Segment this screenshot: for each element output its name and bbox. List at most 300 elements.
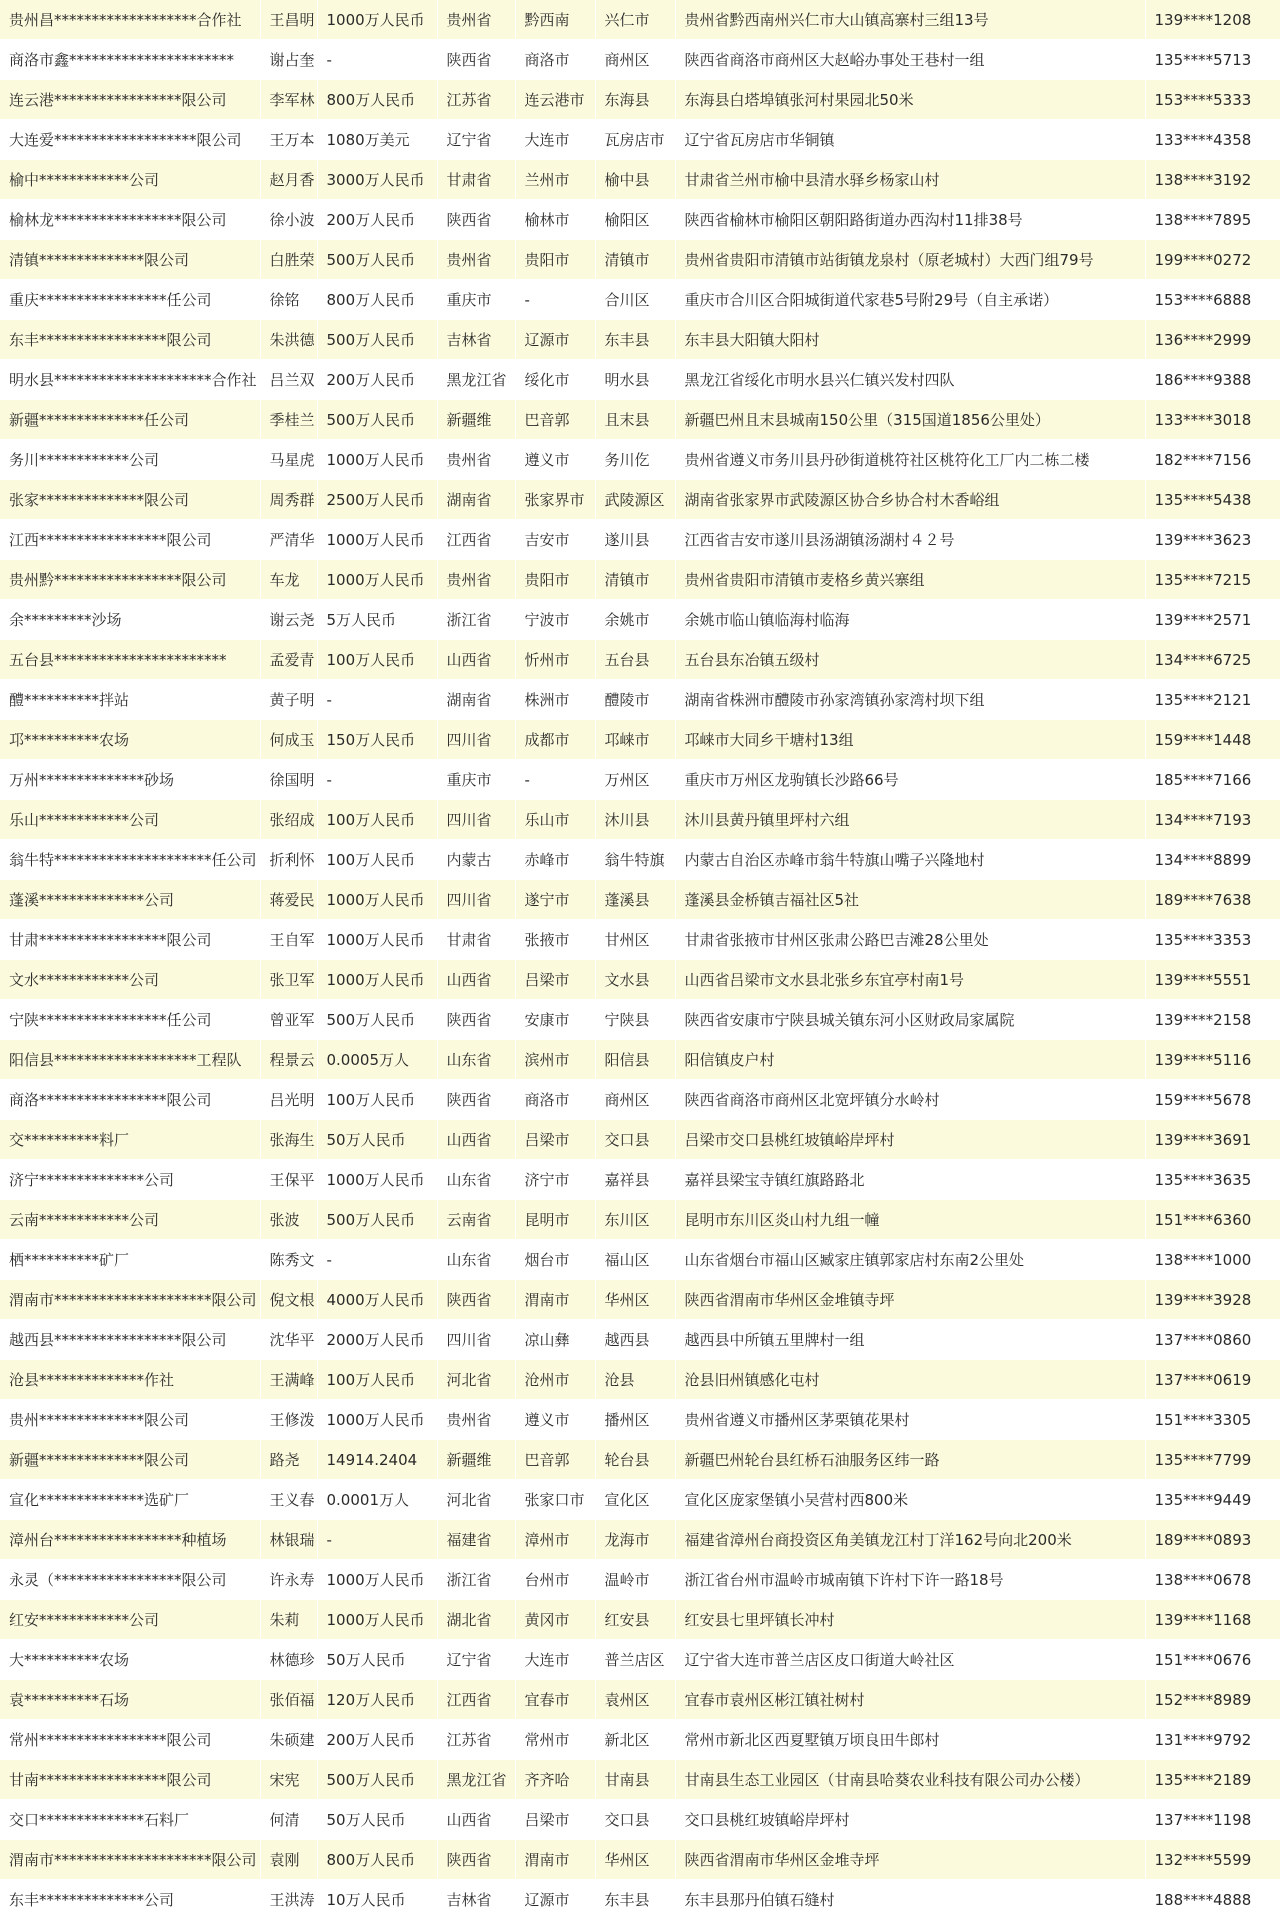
table-row bbox=[0, 1360, 1280, 1400]
city-cell: 台州市 bbox=[515, 1560, 595, 1600]
province-cell: 重庆市 bbox=[437, 280, 515, 320]
address-cell: 山西省吕梁市文水县北张乡东宜亭村南1号 bbox=[675, 960, 1145, 1000]
phone-cell: 139****5116 bbox=[1145, 1040, 1280, 1080]
district-cell: 遂川县 bbox=[595, 520, 675, 560]
province-cell: 四川省 bbox=[437, 800, 515, 840]
company-name-cell: 沧县**************作社 bbox=[0, 1360, 260, 1400]
district-cell: 翁牛特旗 bbox=[595, 840, 675, 880]
city-cell: 商洛市 bbox=[515, 1080, 595, 1120]
city-cell: 沧州市 bbox=[515, 1360, 595, 1400]
province-cell: 新疆维 bbox=[437, 400, 515, 440]
province-cell: 吉林省 bbox=[437, 1880, 515, 1920]
city-cell: - bbox=[515, 760, 595, 800]
address-cell: 宜春市袁州区彬江镇社树村 bbox=[675, 1680, 1145, 1720]
company-name-cell: 栖**********矿厂 bbox=[0, 1240, 260, 1280]
province-cell: 内蒙古 bbox=[437, 840, 515, 880]
table-row bbox=[0, 240, 1280, 280]
registered-capital-cell: 1000万人民币 bbox=[317, 880, 437, 920]
phone-cell: 189****0893 bbox=[1145, 1520, 1280, 1560]
legal-person-cell: 吕光明 bbox=[260, 1080, 317, 1120]
district-cell: 五台县 bbox=[595, 640, 675, 680]
company-name-cell: 甘南*****************限公司 bbox=[0, 1760, 260, 1800]
district-cell: 阳信县 bbox=[595, 1040, 675, 1080]
table-row bbox=[0, 1240, 1280, 1280]
address-cell: 福建省漳州台商投资区角美镇龙江村丁洋162号向北200米 bbox=[675, 1520, 1145, 1560]
address-cell: 湖南省张家界市武陵源区协合乡协合村木香峪组 bbox=[675, 480, 1145, 520]
address-cell: 五台县东冶镇五级村 bbox=[675, 640, 1145, 680]
table-row bbox=[0, 1440, 1280, 1480]
phone-cell: 153****6888 bbox=[1145, 280, 1280, 320]
district-cell: 榆阳区 bbox=[595, 200, 675, 240]
district-cell: 温岭市 bbox=[595, 1560, 675, 1600]
company-name-cell: 翁牛特*********************任公司 bbox=[0, 840, 260, 880]
phone-cell: 135****2121 bbox=[1145, 680, 1280, 720]
province-cell: 贵州省 bbox=[437, 0, 515, 40]
address-cell: 吕梁市交口县桃红坡镇峪岸坪村 bbox=[675, 1120, 1145, 1160]
city-cell: 成都市 bbox=[515, 720, 595, 760]
province-cell: 四川省 bbox=[437, 720, 515, 760]
city-cell: 齐齐哈 bbox=[515, 1760, 595, 1800]
district-cell: 文水县 bbox=[595, 960, 675, 1000]
table-row bbox=[0, 640, 1280, 680]
district-cell: 嘉祥县 bbox=[595, 1160, 675, 1200]
company-name-cell: 宣化**************选矿厂 bbox=[0, 1480, 260, 1520]
phone-cell: 186****9388 bbox=[1145, 360, 1280, 400]
city-cell: 凉山彝 bbox=[515, 1320, 595, 1360]
legal-person-cell: 朱洪德 bbox=[260, 320, 317, 360]
province-cell: 山西省 bbox=[437, 960, 515, 1000]
table-row bbox=[0, 1000, 1280, 1040]
table-row bbox=[0, 80, 1280, 120]
address-cell: 浙江省台州市温岭市城南镇下许村下许一路18号 bbox=[675, 1560, 1145, 1600]
table-row bbox=[0, 1520, 1280, 1560]
phone-cell: 137****1198 bbox=[1145, 1800, 1280, 1840]
district-cell: 播州区 bbox=[595, 1400, 675, 1440]
registered-capital-cell: - bbox=[317, 1520, 437, 1560]
address-cell: 甘南县生态工业园区（甘南县哈葵农业科技有限公司办公楼） bbox=[675, 1760, 1145, 1800]
phone-cell: 133****3018 bbox=[1145, 400, 1280, 440]
district-cell: 明水县 bbox=[595, 360, 675, 400]
city-cell: 遵义市 bbox=[515, 440, 595, 480]
phone-cell: 132****5599 bbox=[1145, 1840, 1280, 1880]
address-cell: 陕西省渭南市华州区金堆寺坪 bbox=[675, 1840, 1145, 1880]
table-row bbox=[0, 600, 1280, 640]
company-name-cell: 连云港*****************限公司 bbox=[0, 80, 260, 120]
registered-capital-cell: 800万人民币 bbox=[317, 280, 437, 320]
province-cell: 陕西省 bbox=[437, 40, 515, 80]
legal-person-cell: 严清华 bbox=[260, 520, 317, 560]
legal-person-cell: 沈华平 bbox=[260, 1320, 317, 1360]
city-cell: 昆明市 bbox=[515, 1200, 595, 1240]
table-row bbox=[0, 1600, 1280, 1640]
table-row bbox=[0, 1280, 1280, 1320]
registered-capital-cell: 500万人民币 bbox=[317, 400, 437, 440]
address-cell: 嘉祥县梁宝寺镇红旗路路北 bbox=[675, 1160, 1145, 1200]
district-cell: 甘南县 bbox=[595, 1760, 675, 1800]
province-cell: 山东省 bbox=[437, 1240, 515, 1280]
address-cell: 甘肃省兰州市榆中县清水驿乡杨家山村 bbox=[675, 160, 1145, 200]
phone-cell: 136****2999 bbox=[1145, 320, 1280, 360]
registered-capital-cell: 100万人民币 bbox=[317, 640, 437, 680]
address-cell: 沧县旧州镇感化屯村 bbox=[675, 1360, 1145, 1400]
district-cell: 东丰县 bbox=[595, 320, 675, 360]
registered-capital-cell: 50万人民币 bbox=[317, 1800, 437, 1840]
district-cell: 东丰县 bbox=[595, 1880, 675, 1920]
legal-person-cell: 谢云尧 bbox=[260, 600, 317, 640]
address-cell: 辽宁省大连市普兰店区皮口街道大岭社区 bbox=[675, 1640, 1145, 1680]
table-row bbox=[0, 560, 1280, 600]
registered-capital-cell: 5万人民币 bbox=[317, 600, 437, 640]
province-cell: 陕西省 bbox=[437, 1280, 515, 1320]
district-cell: 合川区 bbox=[595, 280, 675, 320]
legal-person-cell: 张佰福 bbox=[260, 1680, 317, 1720]
legal-person-cell: 陈秀文 bbox=[260, 1240, 317, 1280]
legal-person-cell: 张波 bbox=[260, 1200, 317, 1240]
legal-person-cell: 徐小波 bbox=[260, 200, 317, 240]
city-cell: 常州市 bbox=[515, 1720, 595, 1760]
registered-capital-cell: 1000万人民币 bbox=[317, 920, 437, 960]
table-row bbox=[0, 1760, 1280, 1800]
table-row bbox=[0, 1680, 1280, 1720]
company-name-cell: 清镇**************限公司 bbox=[0, 240, 260, 280]
table-row bbox=[0, 1840, 1280, 1880]
district-cell: 商州区 bbox=[595, 1080, 675, 1120]
province-cell: 甘肃省 bbox=[437, 160, 515, 200]
table-row bbox=[0, 40, 1280, 80]
district-cell: 越西县 bbox=[595, 1320, 675, 1360]
address-cell: 交口县桃红坡镇峪岸坪村 bbox=[675, 1800, 1145, 1840]
province-cell: 浙江省 bbox=[437, 600, 515, 640]
company-name-cell: 余*********沙场 bbox=[0, 600, 260, 640]
company-name-cell: 渭南市*********************限公司 bbox=[0, 1840, 260, 1880]
company-name-cell: 贵州昌*******************合作社 bbox=[0, 0, 260, 40]
company-name-cell: 万州**************砂场 bbox=[0, 760, 260, 800]
registered-capital-cell: 14914.2404 bbox=[317, 1440, 437, 1480]
district-cell: 沐川县 bbox=[595, 800, 675, 840]
phone-cell: 135****3635 bbox=[1145, 1160, 1280, 1200]
city-cell: 巴音郭 bbox=[515, 400, 595, 440]
district-cell: 邛崃市 bbox=[595, 720, 675, 760]
district-cell: 武陵源区 bbox=[595, 480, 675, 520]
legal-person-cell: 折利怀 bbox=[260, 840, 317, 880]
company-name-cell: 务川************公司 bbox=[0, 440, 260, 480]
legal-person-cell: 王万本 bbox=[260, 120, 317, 160]
table-row bbox=[0, 760, 1280, 800]
address-cell: 余姚市临山镇临海村临海 bbox=[675, 600, 1145, 640]
province-cell: 黑龙江省 bbox=[437, 1760, 515, 1800]
address-cell: 东丰县那丹伯镇石缝村 bbox=[675, 1880, 1145, 1920]
company-name-cell: 常州*****************限公司 bbox=[0, 1720, 260, 1760]
phone-cell: 134****8899 bbox=[1145, 840, 1280, 880]
phone-cell: 153****5333 bbox=[1145, 80, 1280, 120]
phone-cell: 139****2571 bbox=[1145, 600, 1280, 640]
table-row bbox=[0, 200, 1280, 240]
province-cell: 湖北省 bbox=[437, 1600, 515, 1640]
table-row bbox=[0, 1880, 1280, 1920]
province-cell: 新疆维 bbox=[437, 1440, 515, 1480]
registered-capital-cell: 1000万人民币 bbox=[317, 0, 437, 40]
city-cell: 绥化市 bbox=[515, 360, 595, 400]
address-cell: 贵州省黔西南州兴仁市大山镇高寨村三组13号 bbox=[675, 0, 1145, 40]
company-name-cell: 渭南市*********************限公司 bbox=[0, 1280, 260, 1320]
company-name-cell: 宁陕*****************任公司 bbox=[0, 1000, 260, 1040]
province-cell: 山东省 bbox=[437, 1160, 515, 1200]
registered-capital-cell: 1000万人民币 bbox=[317, 1160, 437, 1200]
company-name-cell: 云南************公司 bbox=[0, 1200, 260, 1240]
legal-person-cell: 路尧 bbox=[260, 1440, 317, 1480]
registered-capital-cell: 500万人民币 bbox=[317, 1000, 437, 1040]
phone-cell: 188****4888 bbox=[1145, 1880, 1280, 1920]
table-row bbox=[0, 840, 1280, 880]
legal-person-cell: 王保平 bbox=[260, 1160, 317, 1200]
phone-cell: 134****7193 bbox=[1145, 800, 1280, 840]
phone-cell: 135****5438 bbox=[1145, 480, 1280, 520]
registered-capital-cell: 800万人民币 bbox=[317, 80, 437, 120]
address-cell: 陕西省商洛市商州区北宽坪镇分水岭村 bbox=[675, 1080, 1145, 1120]
legal-person-cell: 黄子明 bbox=[260, 680, 317, 720]
registered-capital-cell: 4000万人民币 bbox=[317, 1280, 437, 1320]
city-cell: 辽源市 bbox=[515, 1880, 595, 1920]
phone-cell: 151****0676 bbox=[1145, 1640, 1280, 1680]
district-cell: 榆中县 bbox=[595, 160, 675, 200]
legal-person-cell: 徐国明 bbox=[260, 760, 317, 800]
company-name-cell: 榆中************公司 bbox=[0, 160, 260, 200]
company-name-cell: 乐山************公司 bbox=[0, 800, 260, 840]
company-name-cell: 大**********农场 bbox=[0, 1640, 260, 1680]
table-row bbox=[0, 960, 1280, 1000]
province-cell: 山东省 bbox=[437, 1040, 515, 1080]
table-row bbox=[0, 520, 1280, 560]
company-name-cell: 张家**************限公司 bbox=[0, 480, 260, 520]
city-cell: 吕梁市 bbox=[515, 1800, 595, 1840]
registered-capital-cell: 1080万美元 bbox=[317, 120, 437, 160]
legal-person-cell: 张绍成 bbox=[260, 800, 317, 840]
province-cell: 陕西省 bbox=[437, 200, 515, 240]
district-cell: 普兰店区 bbox=[595, 1640, 675, 1680]
city-cell: 张家界市 bbox=[515, 480, 595, 520]
company-name-cell: 交**********料厂 bbox=[0, 1120, 260, 1160]
province-cell: 辽宁省 bbox=[437, 1640, 515, 1680]
province-cell: 山西省 bbox=[437, 640, 515, 680]
address-cell: 越西县中所镇五里牌村一组 bbox=[675, 1320, 1145, 1360]
province-cell: 湖南省 bbox=[437, 480, 515, 520]
phone-cell: 139****1168 bbox=[1145, 1600, 1280, 1640]
table-row bbox=[0, 360, 1280, 400]
legal-person-cell: 蒋爱民 bbox=[260, 880, 317, 920]
legal-person-cell: 张卫军 bbox=[260, 960, 317, 1000]
city-cell: 遵义市 bbox=[515, 1400, 595, 1440]
district-cell: 新北区 bbox=[595, 1720, 675, 1760]
company-name-cell: 商洛*****************限公司 bbox=[0, 1080, 260, 1120]
district-cell: 华州区 bbox=[595, 1840, 675, 1880]
district-cell: 龙海市 bbox=[595, 1520, 675, 1560]
registered-capital-cell: - bbox=[317, 680, 437, 720]
address-cell: 重庆市万州区龙驹镇长沙路66号 bbox=[675, 760, 1145, 800]
legal-person-cell: 李军林 bbox=[260, 80, 317, 120]
registered-capital-cell: 800万人民币 bbox=[317, 1840, 437, 1880]
legal-person-cell: 白胜荣 bbox=[260, 240, 317, 280]
district-cell: 余姚市 bbox=[595, 600, 675, 640]
phone-cell: 138****3192 bbox=[1145, 160, 1280, 200]
legal-person-cell: 林银瑞 bbox=[260, 1520, 317, 1560]
province-cell: 福建省 bbox=[437, 1520, 515, 1560]
table-row bbox=[0, 440, 1280, 480]
legal-person-cell: 车龙 bbox=[260, 560, 317, 600]
address-cell: 蓬溪县金桥镇吉福社区5社 bbox=[675, 880, 1145, 920]
registered-capital-cell: - bbox=[317, 760, 437, 800]
province-cell: 江苏省 bbox=[437, 1720, 515, 1760]
province-cell: 江苏省 bbox=[437, 80, 515, 120]
phone-cell: 138****0678 bbox=[1145, 1560, 1280, 1600]
province-cell: 江西省 bbox=[437, 520, 515, 560]
table-row bbox=[0, 920, 1280, 960]
legal-person-cell: 张海生 bbox=[260, 1120, 317, 1160]
address-cell: 黑龙江省绥化市明水县兴仁镇兴发村四队 bbox=[675, 360, 1145, 400]
province-cell: 四川省 bbox=[437, 1320, 515, 1360]
registered-capital-cell: 50万人民币 bbox=[317, 1120, 437, 1160]
district-cell: 清镇市 bbox=[595, 560, 675, 600]
province-cell: 山西省 bbox=[437, 1120, 515, 1160]
legal-person-cell: 许永寿 bbox=[260, 1560, 317, 1600]
phone-cell: 133****4358 bbox=[1145, 120, 1280, 160]
registered-capital-cell: - bbox=[317, 40, 437, 80]
legal-person-cell: 赵月香 bbox=[260, 160, 317, 200]
province-cell: 河北省 bbox=[437, 1360, 515, 1400]
address-cell: 辽宁省瓦房店市华铜镇 bbox=[675, 120, 1145, 160]
registered-capital-cell: 1000万人民币 bbox=[317, 1400, 437, 1440]
legal-person-cell: 王洪涛 bbox=[260, 1880, 317, 1920]
phone-cell: 139****1208 bbox=[1145, 0, 1280, 40]
province-cell: 四川省 bbox=[437, 880, 515, 920]
province-cell: 江西省 bbox=[437, 1680, 515, 1720]
company-name-cell: 甘肃*****************限公司 bbox=[0, 920, 260, 960]
province-cell: 辽宁省 bbox=[437, 120, 515, 160]
address-cell: 重庆市合川区合阳城街道代家巷5号附29号（自主承诺） bbox=[675, 280, 1145, 320]
phone-cell: 135****9449 bbox=[1145, 1480, 1280, 1520]
legal-person-cell: 王义春 bbox=[260, 1480, 317, 1520]
address-cell: 贵州省贵阳市清镇市麦格乡黄兴寨组 bbox=[675, 560, 1145, 600]
registered-capital-cell: 500万人民币 bbox=[317, 1200, 437, 1240]
address-cell: 东丰县大阳镇大阳村 bbox=[675, 320, 1145, 360]
registered-capital-cell: 1000万人民币 bbox=[317, 560, 437, 600]
table-row bbox=[0, 680, 1280, 720]
province-cell: 陕西省 bbox=[437, 1840, 515, 1880]
table-row bbox=[0, 1480, 1280, 1520]
district-cell: 瓦房店市 bbox=[595, 120, 675, 160]
province-cell: 河北省 bbox=[437, 1480, 515, 1520]
company-name-cell: 新疆**************任公司 bbox=[0, 400, 260, 440]
city-cell: 张掖市 bbox=[515, 920, 595, 960]
legal-person-cell: 袁刚 bbox=[260, 1840, 317, 1880]
district-cell: 东川区 bbox=[595, 1200, 675, 1240]
city-cell: 乐山市 bbox=[515, 800, 595, 840]
city-cell: 黔西南 bbox=[515, 0, 595, 40]
company-name-cell: 大连爱*******************限公司 bbox=[0, 120, 260, 160]
district-cell: 清镇市 bbox=[595, 240, 675, 280]
phone-cell: 137****0860 bbox=[1145, 1320, 1280, 1360]
province-cell: 贵州省 bbox=[437, 440, 515, 480]
province-cell: 山西省 bbox=[437, 1800, 515, 1840]
company-name-cell: 贵州**************限公司 bbox=[0, 1400, 260, 1440]
district-cell: 华州区 bbox=[595, 1280, 675, 1320]
city-cell: 张家口市 bbox=[515, 1480, 595, 1520]
company-name-cell: 榆林龙*****************限公司 bbox=[0, 200, 260, 240]
address-cell: 内蒙古自治区赤峰市翁牛特旗山嘴子兴隆地村 bbox=[675, 840, 1145, 880]
address-cell: 江西省吉安市遂川县汤湖镇汤湖村４２号 bbox=[675, 520, 1145, 560]
address-cell: 陕西省商洛市商州区大赵峪办事处王巷村一组 bbox=[675, 40, 1145, 80]
registered-capital-cell: - bbox=[317, 1240, 437, 1280]
registered-capital-cell: 100万人民币 bbox=[317, 800, 437, 840]
province-cell: 重庆市 bbox=[437, 760, 515, 800]
district-cell: 红安县 bbox=[595, 1600, 675, 1640]
province-cell: 陕西省 bbox=[437, 1000, 515, 1040]
city-cell: 济宁市 bbox=[515, 1160, 595, 1200]
registered-capital-cell: 50万人民币 bbox=[317, 1640, 437, 1680]
city-cell: 遂宁市 bbox=[515, 880, 595, 920]
city-cell: 忻州市 bbox=[515, 640, 595, 680]
company-name-cell: 东丰*****************限公司 bbox=[0, 320, 260, 360]
legal-person-cell: 倪文根 bbox=[260, 1280, 317, 1320]
district-cell: 宁陕县 bbox=[595, 1000, 675, 1040]
phone-cell: 139****3691 bbox=[1145, 1120, 1280, 1160]
city-cell: 大连市 bbox=[515, 1640, 595, 1680]
legal-person-cell: 曾亚军 bbox=[260, 1000, 317, 1040]
table-row bbox=[0, 800, 1280, 840]
registered-capital-cell: 3000万人民币 bbox=[317, 160, 437, 200]
legal-person-cell: 王自军 bbox=[260, 920, 317, 960]
company-name-cell: 邛**********农场 bbox=[0, 720, 260, 760]
company-name-cell: 越西县*****************限公司 bbox=[0, 1320, 260, 1360]
district-cell: 袁州区 bbox=[595, 1680, 675, 1720]
phone-cell: 151****6360 bbox=[1145, 1200, 1280, 1240]
city-cell: 吕梁市 bbox=[515, 1120, 595, 1160]
city-cell: 渭南市 bbox=[515, 1840, 595, 1880]
province-cell: 陕西省 bbox=[437, 1080, 515, 1120]
district-cell: 沧县 bbox=[595, 1360, 675, 1400]
registered-capital-cell: 500万人民币 bbox=[317, 240, 437, 280]
address-cell: 常州市新北区西夏墅镇万顷良田牛郎村 bbox=[675, 1720, 1145, 1760]
company-name-cell: 阳信县*******************工程队 bbox=[0, 1040, 260, 1080]
table-row bbox=[0, 720, 1280, 760]
registered-capital-cell: 100万人民币 bbox=[317, 840, 437, 880]
legal-person-cell: 吕兰双 bbox=[260, 360, 317, 400]
phone-cell: 138****7895 bbox=[1145, 200, 1280, 240]
legal-person-cell: 马星虎 bbox=[260, 440, 317, 480]
table-row bbox=[0, 1560, 1280, 1600]
legal-person-cell: 周秀群 bbox=[260, 480, 317, 520]
table-row bbox=[0, 280, 1280, 320]
registered-capital-cell: 0.0005万人 bbox=[317, 1040, 437, 1080]
phone-cell: 152****8989 bbox=[1145, 1680, 1280, 1720]
address-cell: 邛崃市大同乡干塘村13组 bbox=[675, 720, 1145, 760]
registered-capital-cell: 1000万人民币 bbox=[317, 520, 437, 560]
company-name-cell: 贵州黔*****************限公司 bbox=[0, 560, 260, 600]
phone-cell: 131****9792 bbox=[1145, 1720, 1280, 1760]
province-cell: 贵州省 bbox=[437, 240, 515, 280]
province-cell: 湖南省 bbox=[437, 680, 515, 720]
company-name-cell: 醴**********拌站 bbox=[0, 680, 260, 720]
city-cell: 烟台市 bbox=[515, 1240, 595, 1280]
legal-person-cell: 朱莉 bbox=[260, 1600, 317, 1640]
phone-cell: 199****0272 bbox=[1145, 240, 1280, 280]
address-cell: 贵州省遵义市务川县丹砂街道桃符社区桃符化工厂内二栋二楼 bbox=[675, 440, 1145, 480]
address-cell: 宣化区庞家堡镇小吴营村西800米 bbox=[675, 1480, 1145, 1520]
registered-capital-cell: 500万人民币 bbox=[317, 320, 437, 360]
address-cell: 甘肃省张掖市甘州区张肃公路巴吉滩28公里处 bbox=[675, 920, 1145, 960]
city-cell: 连云港市 bbox=[515, 80, 595, 120]
district-cell: 万州区 bbox=[595, 760, 675, 800]
table-row bbox=[0, 1120, 1280, 1160]
